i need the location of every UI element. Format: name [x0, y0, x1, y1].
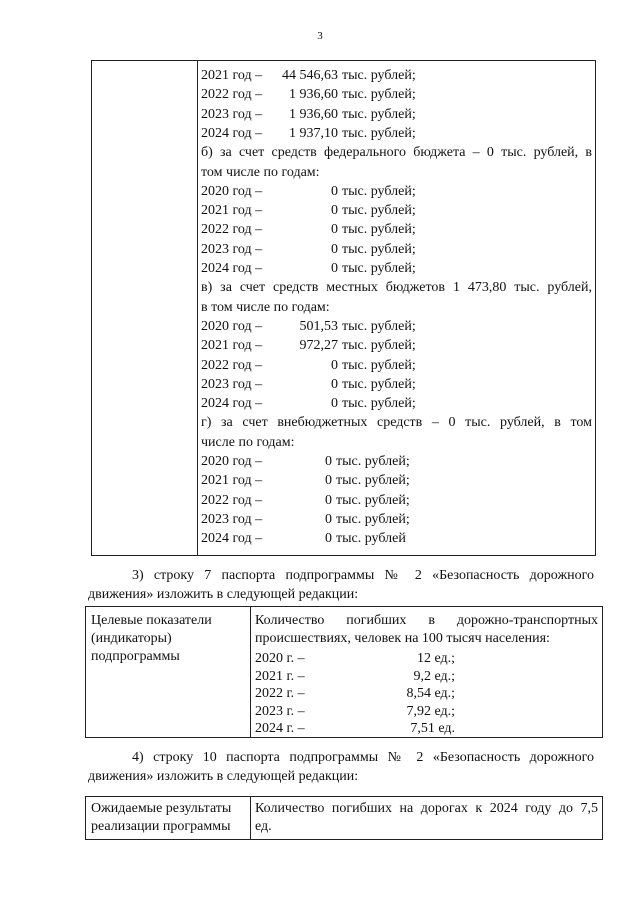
indicator-row: [255, 703, 455, 721]
year-label: 2021 год –: [201, 203, 263, 219]
cell-line: реализации программы: [91, 819, 231, 834]
amount-unit: тыс. рублей;: [336, 511, 410, 527]
year-label: 2021 г. –: [255, 668, 305, 684]
amount-line: [201, 125, 421, 143]
indicator-row: [255, 668, 455, 686]
amount-value: 0: [325, 492, 332, 508]
year-label: 2020 год –: [201, 183, 263, 199]
paragraph-item-3: [88, 566, 594, 604]
amount-unit: тыс. рублей;: [342, 106, 416, 122]
indicators-value-cell: [255, 612, 598, 734]
cell-line: Количество погибших в дорожно-транспортных: [255, 613, 598, 628]
amount-line: [201, 86, 421, 104]
indicator-row: [255, 685, 455, 703]
financing-table: [91, 60, 596, 556]
indicator-value: 7,51 ед.: [410, 721, 455, 736]
year-label: 2023 год –: [201, 511, 263, 527]
amount-unit: тыс. рублей;: [336, 454, 410, 469]
year-label: 2024 год –: [201, 261, 263, 276]
amount-unit: тыс. рублей;: [342, 376, 416, 392]
amount-line: [201, 318, 421, 336]
year-label: 2022 год –: [201, 357, 263, 373]
amount-value: 0: [331, 376, 338, 392]
amount-line: [201, 202, 421, 220]
year-label: 2022 год –: [201, 87, 263, 103]
indicator-value: 9,2 ед.;: [413, 668, 455, 684]
amount-value: 1 936,60: [289, 87, 338, 103]
amount-line: [201, 221, 421, 239]
indicators-table: [85, 606, 603, 738]
indicator-value: 12 ед.;: [416, 651, 455, 666]
amount-unit: тыс. рублей;: [336, 492, 410, 508]
indicator-row: [255, 720, 455, 738]
cell-line: происшествиях, человек на 100 тысяч населения:: [255, 631, 550, 646]
year-label: 2023 год –: [201, 376, 263, 392]
amount-value: 0: [331, 261, 338, 276]
year-label: 2021 год –: [201, 68, 263, 83]
cell-line: подпрограммы: [91, 649, 180, 664]
indicator-value: 8,54 ед.;: [406, 686, 455, 701]
amount-unit: тыс. рублей;: [342, 241, 416, 257]
amount-value: 0: [331, 357, 338, 373]
results-table: [85, 796, 603, 840]
amount-value: 0: [331, 241, 338, 257]
text-line: в) за счет средств местных бюджетов 1 473,80 тыс. рублей,: [201, 280, 592, 296]
results-value-cell: [255, 800, 598, 836]
amount-unit: тыс. рублей;: [342, 183, 416, 199]
amount-value: 0: [325, 454, 332, 469]
amount-unit: тыс. рублей;: [342, 261, 416, 276]
amount-line: [201, 472, 421, 490]
cell-line: (индикаторы): [91, 631, 172, 646]
amount-value: 0: [325, 473, 332, 489]
page-number: 3: [317, 30, 323, 42]
year-label: 2021 год –: [201, 473, 263, 489]
indicators-label-cell: [91, 612, 246, 666]
amount-value: 0: [331, 396, 338, 412]
year-label: 2022 год –: [201, 492, 263, 508]
year-label: 2024 год –: [201, 125, 263, 141]
amount-unit: тыс. рублей;: [342, 357, 416, 373]
amount-line: [201, 337, 421, 355]
amount-value: 0: [331, 203, 338, 219]
indicator-row: [255, 650, 455, 668]
amount-value: 0: [325, 531, 332, 547]
text-line: числе по годам:: [201, 434, 295, 450]
paragraph-line: движения» изложить в следующей редакции:: [88, 769, 359, 784]
amount-line: [201, 511, 421, 529]
amount-line: [201, 530, 421, 548]
amount-unit: тыс. рублей;: [342, 318, 416, 334]
amount-line: [201, 376, 421, 394]
financing-cell: [201, 67, 592, 551]
amount-unit: тыс. рублей: [336, 531, 406, 547]
year-label: 2020 год –: [201, 454, 263, 469]
column-divider: [250, 607, 251, 737]
paragraph-line: 3) строку 7 паспорта подпрограммы № 2 «Безопасность дорожного: [132, 568, 594, 583]
amount-line: [201, 67, 421, 85]
indicator-value: 7,92 ед.;: [406, 703, 455, 719]
year-label: 2023 г. –: [255, 703, 305, 719]
amount-unit: тыс. рублей;: [342, 125, 416, 141]
year-label: 2024 год –: [201, 396, 263, 412]
year-label: 2023 год –: [201, 241, 263, 257]
amount-line: [201, 241, 421, 259]
text-line: в том числе по годам:: [201, 299, 330, 315]
amount-line: [201, 357, 421, 375]
amount-unit: тыс. рублей;: [342, 396, 416, 412]
text-line: б) за счет средств федерального бюджета – 0 тыс. рублей, в: [201, 145, 592, 161]
text-line: том числе по годам:: [201, 164, 320, 180]
year-label: 2024 год –: [201, 531, 263, 547]
cell-line: ед.: [255, 819, 272, 834]
amount-value: 0: [331, 222, 338, 238]
amount-line: [201, 183, 421, 201]
amount-value: 1 937,10: [289, 125, 338, 141]
paragraph-line: 4) строку 10 паспорта подпрограммы № 2 «Безопасность дорожного: [132, 750, 594, 765]
paragraph-line: движения» изложить в следующей редакции:: [88, 587, 359, 602]
amount-line: [201, 260, 421, 278]
amount-unit: тыс. рублей;: [342, 203, 416, 219]
year-label: 2020 г. –: [255, 651, 305, 666]
amount-line: [201, 453, 421, 471]
amount-value: 1 936,60: [289, 106, 338, 122]
column-divider: [197, 61, 198, 555]
year-label: 2024 г. –: [255, 721, 305, 736]
amount-value: 0: [325, 511, 332, 527]
text-line: г) за счет внебюджетных средств – 0 тыс. рублей, в том: [201, 415, 592, 431]
amount-value: 44 546,63: [282, 68, 338, 83]
column-divider: [250, 797, 251, 839]
year-label: 2023 год –: [201, 106, 263, 122]
cell-line: Количество погибших на дорогах к 2024 году до 7,5: [255, 801, 598, 816]
amount-unit: тыс. рублей;: [342, 68, 416, 83]
amount-value: 972,27: [299, 338, 338, 354]
amount-unit: тыс. рублей;: [342, 222, 416, 238]
amount-line: [201, 492, 421, 510]
year-label: 2020 год –: [201, 318, 263, 334]
year-label: 2022 г. –: [255, 686, 305, 701]
amount-line: [201, 395, 421, 413]
results-label-cell: [91, 800, 246, 836]
year-label: 2022 год –: [201, 222, 263, 238]
amount-unit: тыс. рублей;: [336, 473, 410, 489]
amount-unit: тыс. рублей;: [342, 338, 416, 354]
amount-value: 0: [331, 183, 338, 199]
cell-line: Целевые показатели: [91, 613, 212, 628]
amount-line: [201, 106, 421, 124]
paragraph-item-4: [88, 748, 594, 786]
year-label: 2021 год –: [201, 338, 263, 354]
amount-value: 501,53: [299, 318, 338, 334]
amount-unit: тыс. рублей;: [342, 87, 416, 103]
cell-line: Ожидаемые результаты: [91, 801, 232, 816]
